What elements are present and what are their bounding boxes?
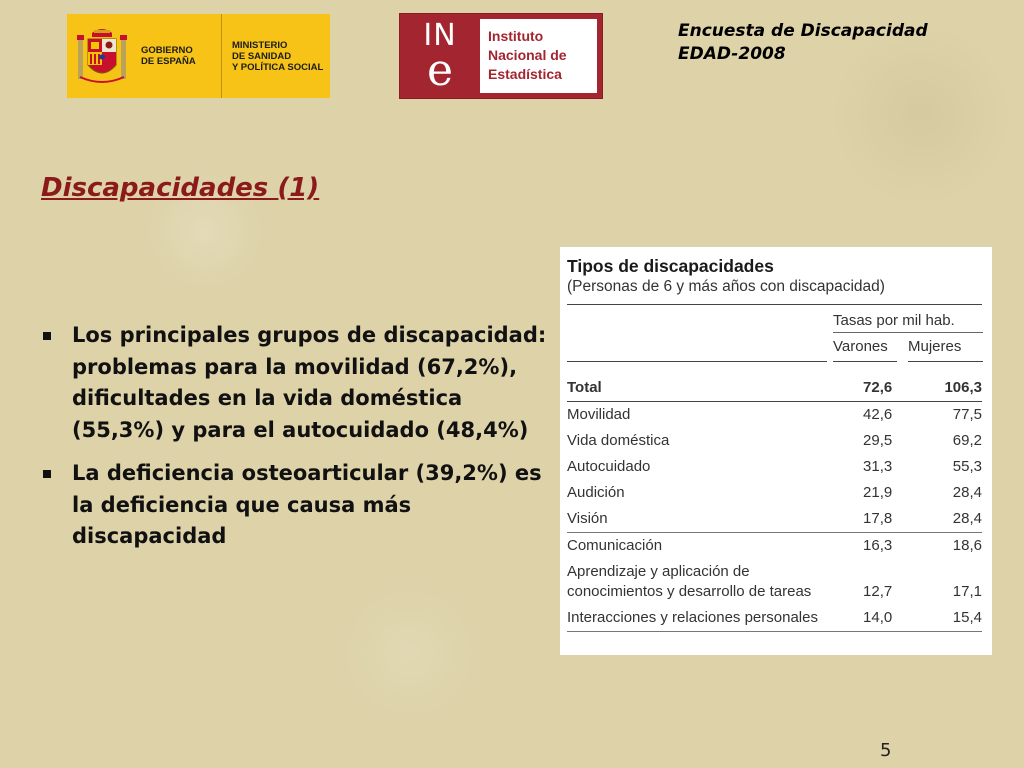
table-subtitle: (Personas de 6 y más años con discapacidad) [567,278,885,295]
bullet-text: Los principales grupos de discapacidad: problemas para la movilidad (67,2%), dificultades en la vida doméstica (55,3%) y para el autocuidado (48,4%) [72,323,547,442]
row-label: Audición [567,484,625,501]
bullet-item [40,320,550,446]
row-label: Autocuidado [567,458,651,475]
header-rule [833,361,897,362]
page-number: 5 [880,740,892,761]
gobierno-espana-logo [67,14,330,98]
row-value-mujeres: 106,3 [944,379,982,396]
row-value-varones: 42,6 [863,406,893,423]
row-value-varones: 72,6 [863,379,893,396]
gobierno-text: GOBIERNO DE ESPAÑA [141,45,196,67]
survey-title: Encuesta de Discapacidad EDAD-2008 [678,21,928,64]
row-value-varones: 12,7 [863,583,893,600]
row-value-varones: 31,3 [863,458,893,475]
row-value-varones: 21,9 [863,484,893,501]
row-value-mujeres: 77,5 [952,406,982,423]
ministerio-text: MINISTERIO DE SANIDAD Y POLÍTICA SOCIAL [232,39,324,73]
table-row [567,533,982,559]
bullet-text: La deficiencia osteoarticular (39,2%) es la deficiencia que causa más discapacidad [72,461,542,548]
table-row [567,480,982,506]
bullet-item [40,458,550,553]
ine-logo [399,13,603,99]
row-label: Visión [567,510,608,527]
column-header-varones: Varones [833,338,888,355]
column-group-header: Tasas por mil hab. [833,312,983,333]
square-bullet-icon [43,470,51,478]
row-value-varones: 14,0 [863,609,893,626]
ine-mark-top: IN [423,18,457,53]
row-label: Total [567,379,602,396]
ine-name: Instituto Nacional de Estadística [480,19,597,93]
table-row [567,506,982,533]
row-value-mujeres: 15,4 [952,609,982,626]
table-row [567,454,982,480]
row-label: Movilidad [567,406,631,423]
table-body [567,375,982,632]
table-row [567,402,982,428]
row-value-varones: 29,5 [863,432,893,449]
row-value-mujeres: 28,4 [952,484,982,501]
row-value-mujeres: 69,2 [952,432,982,449]
table-header [567,305,982,363]
square-bullet-icon [43,332,51,340]
row-label: Interacciones y relaciones personales [567,609,818,626]
slide-title: Discapacidades (1) [41,173,320,203]
row-value-varones: 16,3 [863,537,893,554]
header-rule [908,361,983,362]
table-title: Tipos de discapacidades [567,256,774,276]
table-row [567,605,982,632]
row-value-mujeres: 55,3 [952,458,982,475]
table-row-total [567,375,982,402]
row-value-varones: 17,8 [863,510,893,527]
ine-mark-icon [400,14,480,98]
column-header-mujeres: Mujeres [908,338,962,355]
logo-divider [221,14,222,98]
row-value-mujeres: 28,4 [952,510,982,527]
row-label: Vida doméstica [567,432,670,449]
coat-of-arms-icon [67,14,137,98]
table-row [567,428,982,454]
header-rule [567,361,827,362]
ine-mark-bottom: e [426,45,454,96]
row-value-mujeres: 17,1 [952,583,982,600]
row-value-mujeres: 18,6 [952,537,982,554]
row-label: Aprendizaje y aplicación de conocimientos y desarrollo de tareas [567,563,812,600]
bullet-list [40,320,550,565]
row-label: Comunicación [567,537,663,554]
table-row [567,559,982,605]
disability-types-table [560,247,992,655]
